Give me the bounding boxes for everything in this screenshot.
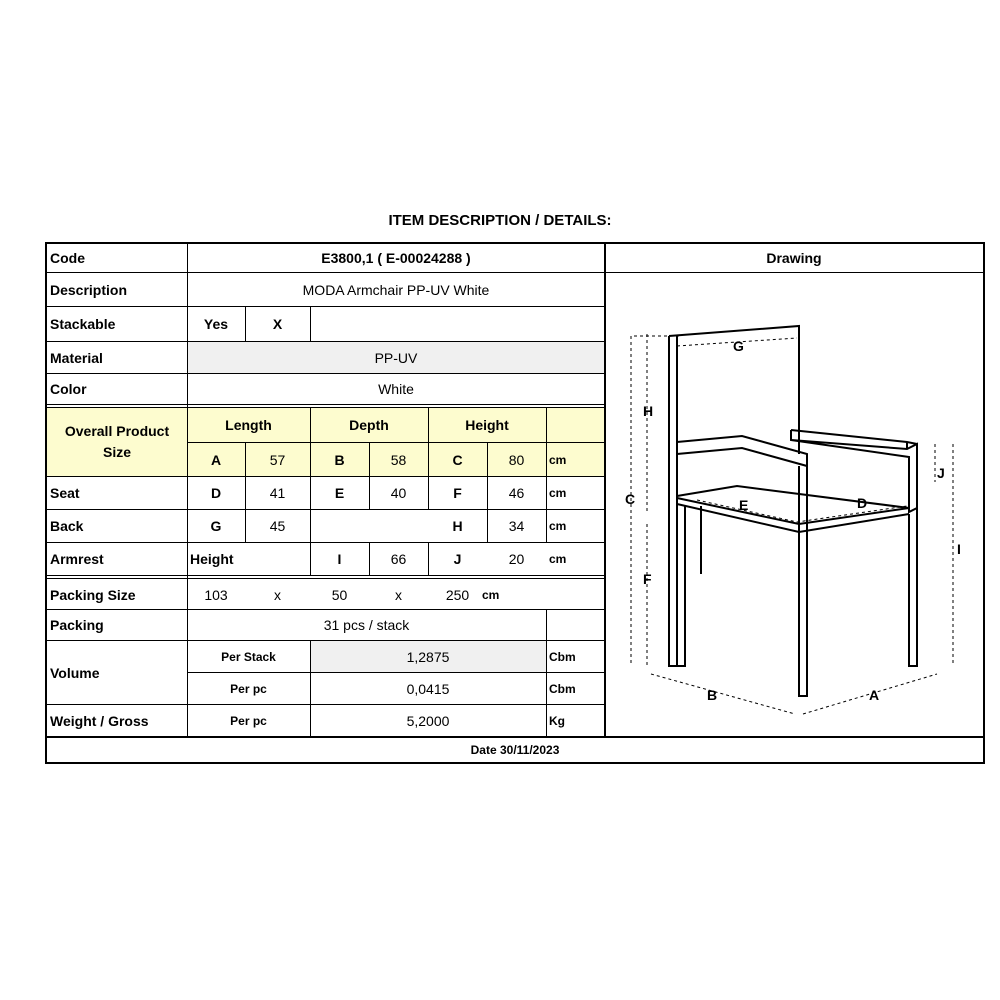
drawing-header: Drawing [766,250,822,266]
description-value: MODA Armchair PP-UV White [302,281,490,298]
date-footer: Date 30/11/2023 [470,743,560,757]
weight-unit: Kg [549,713,565,728]
back-label: Back [50,518,84,534]
back-unit: cm [549,519,567,533]
chair-drawing [607,274,983,736]
drawing-label-f: F [643,571,652,587]
dim-d-value: 41 [269,485,286,501]
packing-value: 31 pcs / stack [323,617,410,633]
drawing-label-c: C [625,491,636,507]
overall-size-label: Overall Product Size [64,423,170,460]
overall-unit: cm [549,452,567,467]
volume-pc-value: 0,0415 [406,680,450,697]
dim-h-value: 34 [508,518,525,534]
dim-f-value: 46 [508,485,525,501]
drawing-label-j: J [937,465,945,481]
armrest-unit: cm [549,552,567,566]
drawing-label-h: H [643,403,654,419]
volume-per-stack-label: Per Stack [221,649,276,664]
volume-pc-unit: Cbm [549,681,576,696]
material-value: PP-UV [374,349,418,366]
packing-size-x2: x [395,586,402,603]
code-value: E3800,1 ( E-00024288 ) [321,250,471,266]
description-label: Description [50,281,128,298]
height-header: Height [465,417,509,433]
drawing-label-b: B [707,687,718,703]
armrest-label: Armrest [50,551,104,567]
weight-label: Weight / Gross [50,712,149,729]
drawing-label-a: A [869,687,880,703]
page-title: ITEM DESCRIPTION / DETAILS: [388,212,612,229]
dim-e-letter: E [334,485,345,501]
dim-f-letter: F [453,485,462,501]
color-label: Color [50,381,87,397]
dim-c-value: 80 [508,451,525,468]
volume-label: Volume [50,664,100,681]
dim-i-letter: I [337,551,342,567]
color-value: White [378,381,414,397]
drawing-label-e: E [739,497,749,513]
dim-j-letter: J [453,551,462,567]
code-label: Code [50,250,85,266]
length-header: Length [225,417,272,433]
packing-size-v3: 250 [445,586,470,603]
dim-b-value: 58 [390,451,407,468]
material-label: Material [50,349,103,366]
dim-a-letter: A [210,451,222,468]
stackable-label: Stackable [50,316,116,332]
dim-d-letter: D [210,485,222,501]
weight-per-pc-label: Per pc [230,713,267,728]
stackable-yes: Yes [203,316,229,332]
packing-size-v2: 50 [331,586,348,603]
packing-size-v1: 103 [204,586,228,603]
stackable-mark: X [272,316,283,332]
dim-i-value: 66 [390,551,407,567]
dim-e-value: 40 [390,485,407,501]
dim-j-value: 20 [508,551,525,567]
seat-unit: cm [549,486,567,500]
packing-size-x1: x [274,586,281,603]
depth-header: Depth [349,417,389,433]
drawing-label-g: G [733,338,744,354]
dim-b-letter: B [334,451,345,468]
volume-stack-value: 1,2875 [406,648,450,665]
dim-g-letter: G [210,518,222,534]
dim-h-letter: H [452,518,463,534]
weight-value: 5,2000 [406,712,450,729]
packing-size-unit: cm [482,587,500,602]
drawing-label-i: I [957,541,961,557]
volume-stack-unit: Cbm [549,649,576,664]
item-details-sheet [45,242,985,764]
armrest-height-label: Height [190,551,234,567]
seat-label: Seat [50,485,80,501]
packing-size-label: Packing Size [50,586,136,603]
packing-label: Packing [50,617,104,633]
drawing-label-d: D [857,495,868,511]
dim-c-letter: C [452,451,463,468]
dim-g-value: 45 [269,518,286,534]
volume-per-pc-label: Per pc [230,681,267,696]
dim-a-value: 57 [269,451,286,468]
